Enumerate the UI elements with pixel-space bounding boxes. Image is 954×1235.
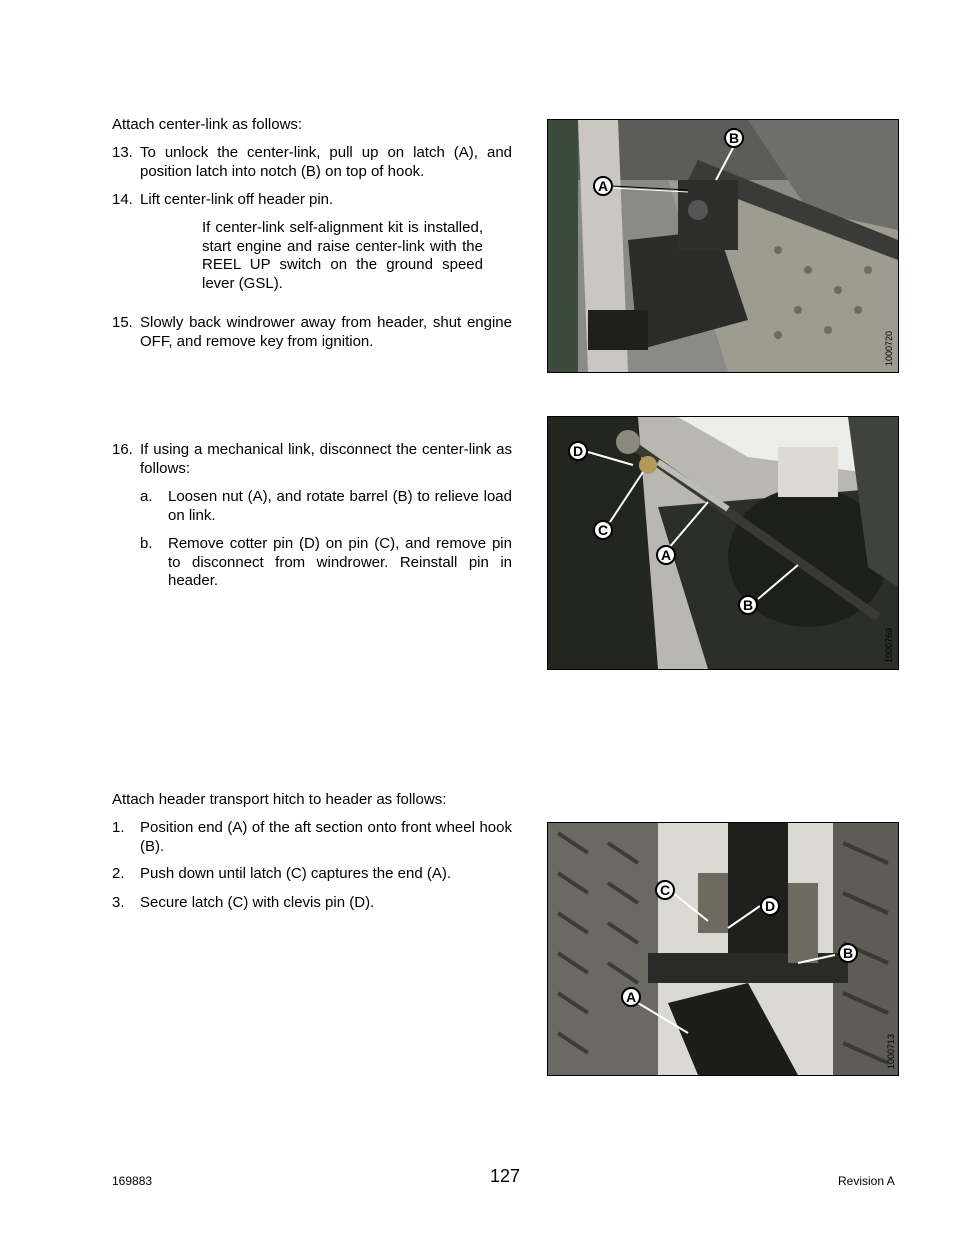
footer-revision: Revision A	[838, 1174, 895, 1188]
page-number: 127	[490, 1166, 521, 1186]
callout-a: A	[593, 176, 613, 196]
step-3-number: 3.	[112, 894, 125, 911]
callout-a: A	[656, 545, 676, 565]
figure-transport-hitch	[547, 822, 899, 1076]
step-14-text: Lift center-link off header pin.	[140, 191, 334, 208]
callout-c: C	[593, 520, 613, 540]
step-1-text: Position end (A) of the aft section onto front wheel hook (B).	[140, 819, 512, 855]
figure-id: 1000713	[886, 1033, 896, 1069]
step-13-text: To unlock the center-link, pull up on latch (A), and position latch into notch (B) on top of hook.	[140, 144, 512, 180]
photo-center-link-latch	[548, 120, 898, 372]
photo-mechanical-link	[548, 417, 898, 669]
section3-intro: Attach header transport hitch to header as follows:	[112, 791, 447, 808]
substep-a-letter: a.	[140, 488, 153, 505]
substep-b-text: Remove cotter pin (D) on pin (C), and remove pin to disconnect from windrower. Reinstall pin in header.	[168, 535, 512, 589]
callout-d: D	[568, 441, 588, 461]
step-16-text: If using a mechanical link, disconnect the center-link as follows:	[140, 441, 512, 477]
step-2-text: Push down until latch (C) captures the end (A).	[140, 865, 451, 882]
callout-b: B	[838, 943, 858, 963]
substep-a-text: Loosen nut (A), and rotate barrel (B) to relieve load on link.	[168, 488, 512, 524]
section1-intro: Attach center-link as follows:	[112, 116, 303, 133]
step-16-number: 16.	[112, 441, 133, 458]
callout-a: A	[621, 987, 641, 1007]
self-alignment-note: If center-link self-alignment kit is installed, start engine and raise center-link with the REEL UP switch on the ground speed lever (GSL).	[202, 219, 483, 292]
step-3-text: Secure latch (C) with clevis pin (D).	[140, 894, 375, 911]
callout-c: C	[655, 880, 675, 900]
step-2-number: 2.	[112, 865, 125, 882]
figure-id: 1000720	[884, 330, 894, 366]
step-15-text: Slowly back windrower away from header, shut engine OFF, and remove key from ignition.	[140, 314, 512, 350]
callout-b: B	[738, 595, 758, 615]
substep-b-letter: b.	[140, 535, 153, 552]
step-1-number: 1.	[112, 819, 125, 836]
callout-b: B	[724, 128, 744, 148]
step-13-number: 13.	[112, 144, 133, 161]
step-14-number: 14.	[112, 191, 133, 208]
figure-mechanical-link	[547, 416, 899, 670]
footer-doc-number: 169883	[112, 1174, 153, 1188]
callout-d: D	[760, 896, 780, 916]
figure-center-link-latch	[547, 119, 899, 373]
step-15-number: 15.	[112, 314, 133, 331]
figure-id: 1000769	[884, 627, 894, 663]
